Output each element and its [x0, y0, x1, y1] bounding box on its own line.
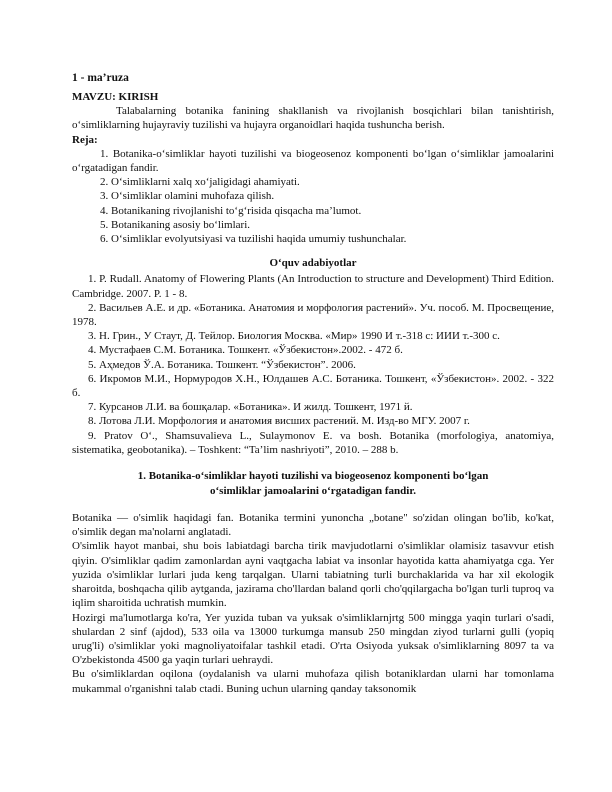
body-paragraph: Bu o'simliklardan oqilona (oydalanish va ularni muhofaza qilish botaniklardan ularni har tomonlama mukammal o'rganishni talab ctadi. Buning uchun ularning qanday taksonomik	[72, 668, 554, 695]
reference-item: 2. Васильев А.Е. и др. «Ботаника. Анатомия и морфология растений». Уч. пособ. М. Просвещение, 1978.	[72, 301, 554, 329]
section-title-line2: o‘simliklar jamoalarini o‘rgatadigan fandir.	[210, 485, 416, 498]
plan-title: Reja:	[72, 133, 98, 146]
plan-item: 1. Botanika-o‘simliklar hayoti tuzilishi va biogeosenoz komponenti bo‘lgan o‘simliklar jamoalarini o‘rgatadigan fandir.	[72, 147, 554, 175]
body-paragraph: Botanika — o'simlik haqidagi fan. Botanika termini yunoncha „botane" so'zidan olingan bo'lib, ko'kat, o'simlik degan ma'nolarni anglatadi.	[72, 512, 554, 539]
reference-item: 6. Икромов М.И., Нормуродов Х.Н., Юлдашев А.С. Ботаника. Тошкент, «Ўзбекистон». 2002. - 322 б.	[72, 372, 554, 400]
reference-item: 1. P. Rudall. Anatomy of Flowering Plants (An Introduction to structure and Development) Third Edition. Cambridge. 2007. P. 1 - 8.	[72, 273, 554, 300]
topic-title: MAVZU: KIRISH	[72, 91, 159, 103]
body-paragraph: Hozirgi ma'lumotlarga ko'ra, Yer yuzida tuban va yuksak o'simliklarnjrtg 500 mingga yaqin turlari o'sadi, shulardan 2 sinf (ajdod), 533 oila va 13000 turkumga mansub 250 mingdan ziyod turlarni gulli (yopiq urug'li) o'simliklar yoki magnoliyatoifalar tashkil etadi. O'rta Osiyoda yuksak o'simliklarning 8097 ta va O'zbekistonda 4500 ga yaqin turlari uehraydi.	[72, 611, 554, 667]
section-title	[72, 469, 554, 499]
body-text	[72, 511, 554, 696]
lecture-label: 1 - ma’ruza	[72, 72, 129, 84]
plan-item: 3. O‘simliklar olamini muhofaza qilish.	[100, 190, 275, 203]
plan-item: 4. Botanikaning rivojlanishi to‘g‘risida qisqacha ma’lumot.	[100, 204, 362, 217]
reference-item: 7. Курсанов Л.И. ва бошқалар. «Ботаника». И жилд. Тошкент, 1971 й.	[88, 401, 413, 414]
plan-list	[72, 147, 554, 246]
plan-item: 5. Botanikaning asosiy bo‘limlari.	[100, 218, 251, 231]
references-title: O‘quv adabiyotlar	[269, 257, 357, 270]
body-paragraph: O'simlik hayot manbai, shu bois labiatdagi barcha tirik mavjudotlarni o'simliklar olamisiz tasavvur etish qiyin. O'simliklar qadim zamonlardan ayni vaqtgacha labiat va insonlar hayotida katta ahamiyatga cga. Yer yuzida o'simliklar lurlari juda keng tarqalgan. Ularni tabiatning turli burchaklarida va har xil ekologik sharoitda, boshqacha qilib aytganda, jazirama cho'llardan baland qorli cho'qqilargacha bo'lgan turli tuproq va iqlim sharoitida uchratish mumkin.	[72, 540, 554, 610]
references-list	[72, 272, 554, 457]
reference-item: 4. Мустафаев С.М. Ботаника. Тошкент. «Ўзбекистон».2002. - 472 б.	[88, 344, 403, 357]
intro-paragraph: Talabalarning botanika fanining shakllanish va rivojlanish bosqichlari bilan tanishtirish, o‘simliklarning hujayraviy tuzilishi va hujayra organoidlari haqida tushuncha berish.	[72, 105, 554, 132]
plan-item: 2. O‘simliklarni xalq xo‘jaligidagi ahamiyati.	[100, 176, 300, 189]
reference-item: 8. Лотова Л.И. Морфология и анатомия висших растений. М. Изд-во МГУ. 2007 г.	[88, 415, 470, 428]
plan-item: 6. O‘simliklar evolyutsiyasi va tuzilishi haqida umumiy tushunchalar.	[100, 233, 407, 246]
reference-item: 3. Н. Грин., У Стаут, Д. Тейлор. Биология Москва. «Мир» 1990 И т.-318 с: ИИИ т.-300 с.	[88, 330, 500, 343]
section-title-line1: 1. Botanika-o‘simliklar hayoti tuzilishi va biogeosenoz komponenti bo‘lgan	[137, 470, 489, 483]
reference-item: 9. Pratov O‘., Shamsuvalieva L., Sulaymonov E. va bosh. Botanika (morfologiya, anatomiya, sistematika, geobotanika). – Toshkent: “Ta’lim nashriyoti”, 2010. – 288 b.	[72, 429, 554, 456]
reference-item: 5. Аҳмедов Ў.А. Ботаника. Тошкент. “Ўзбекистон”. 2006.	[88, 358, 356, 371]
